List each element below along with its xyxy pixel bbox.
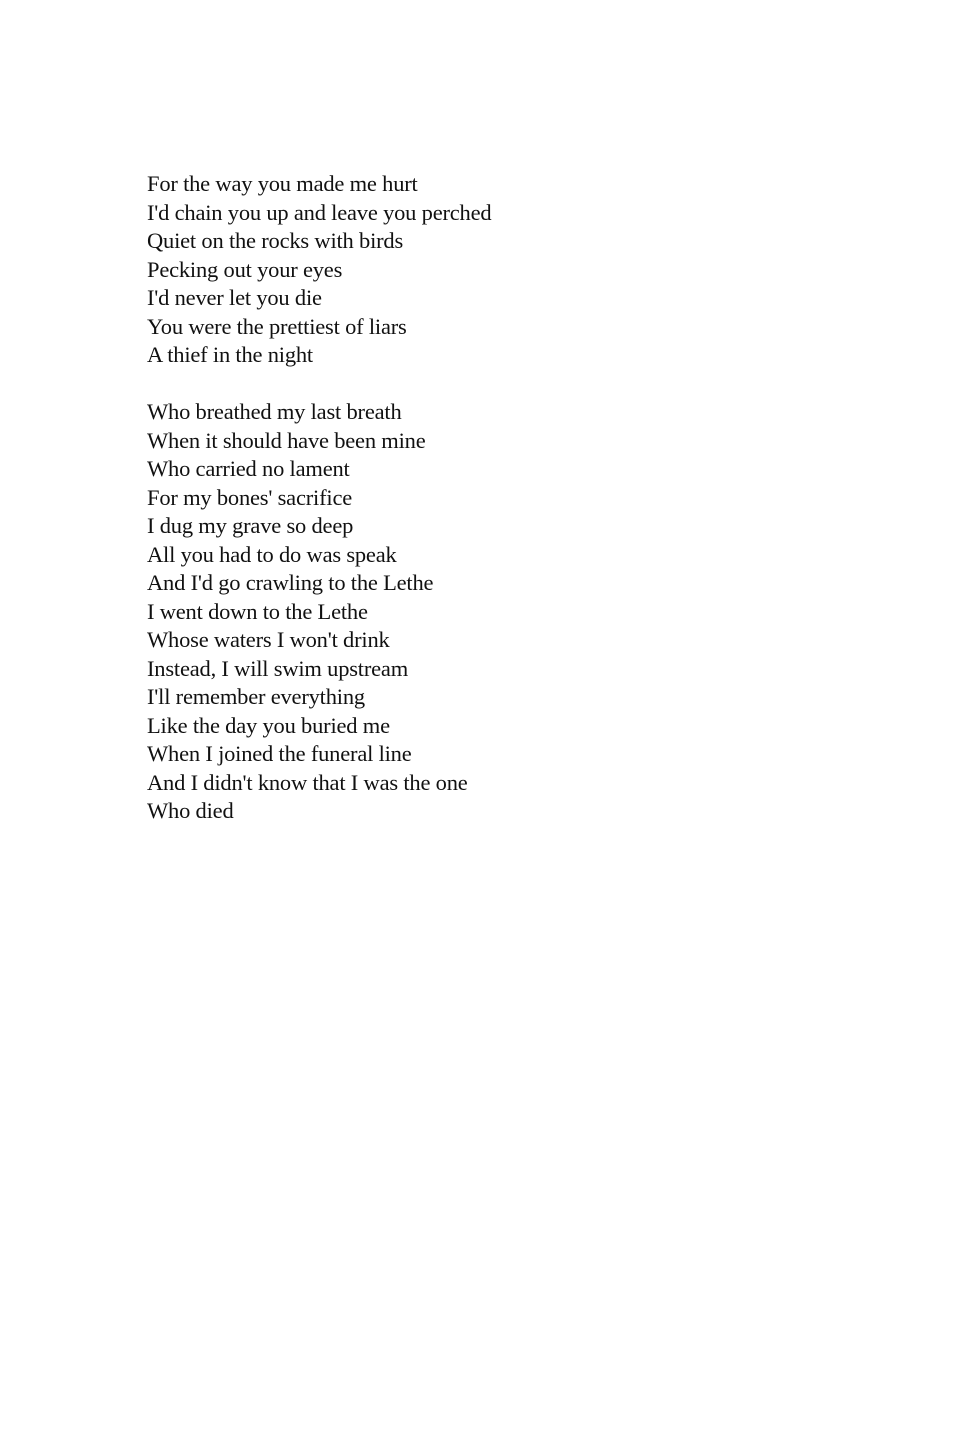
poem-line: I'd never let you die: [147, 285, 322, 310]
poem-line: I dug my grave so deep: [147, 513, 354, 538]
poem-line: Like the day you buried me: [147, 712, 390, 738]
poem-line: Who breathed my last breath: [147, 399, 402, 424]
poem-line: I'd chain you up and leave you perched: [147, 199, 492, 225]
poem-line: All you had to do was speak: [147, 541, 397, 567]
poem-line: You were the prettiest of liars: [147, 313, 407, 339]
stanza-1: [147, 170, 667, 370]
poem-line: Whose waters I won't drink: [147, 627, 390, 652]
poem-line: Who died: [147, 798, 234, 819]
poem-line: I went down to the Lethe: [147, 598, 368, 624]
poem-line: Quiet on the rocks with birds: [147, 228, 404, 253]
poem-line: Pecking out your eyes: [147, 256, 343, 282]
poem-text: [147, 170, 667, 819]
poem-line: For my bones' sacrifice: [147, 484, 353, 510]
poem-line: When I joined the funeral line: [147, 741, 412, 766]
stanza-2: [147, 398, 667, 819]
poem-line: I'll remember everything: [147, 684, 365, 709]
poem-line: A thief in the night: [147, 342, 313, 367]
poem-line: When it should have been mine: [147, 427, 426, 453]
poem-line: Who carried no lament: [147, 456, 350, 481]
poem-line: And I didn't know that I was the one: [147, 769, 468, 795]
poem-line: And I'd go crawling to the Lethe: [147, 570, 434, 595]
poem-line: For the way you made me hurt: [147, 171, 418, 196]
poem-line: Instead, I will swim upstream: [147, 655, 409, 681]
